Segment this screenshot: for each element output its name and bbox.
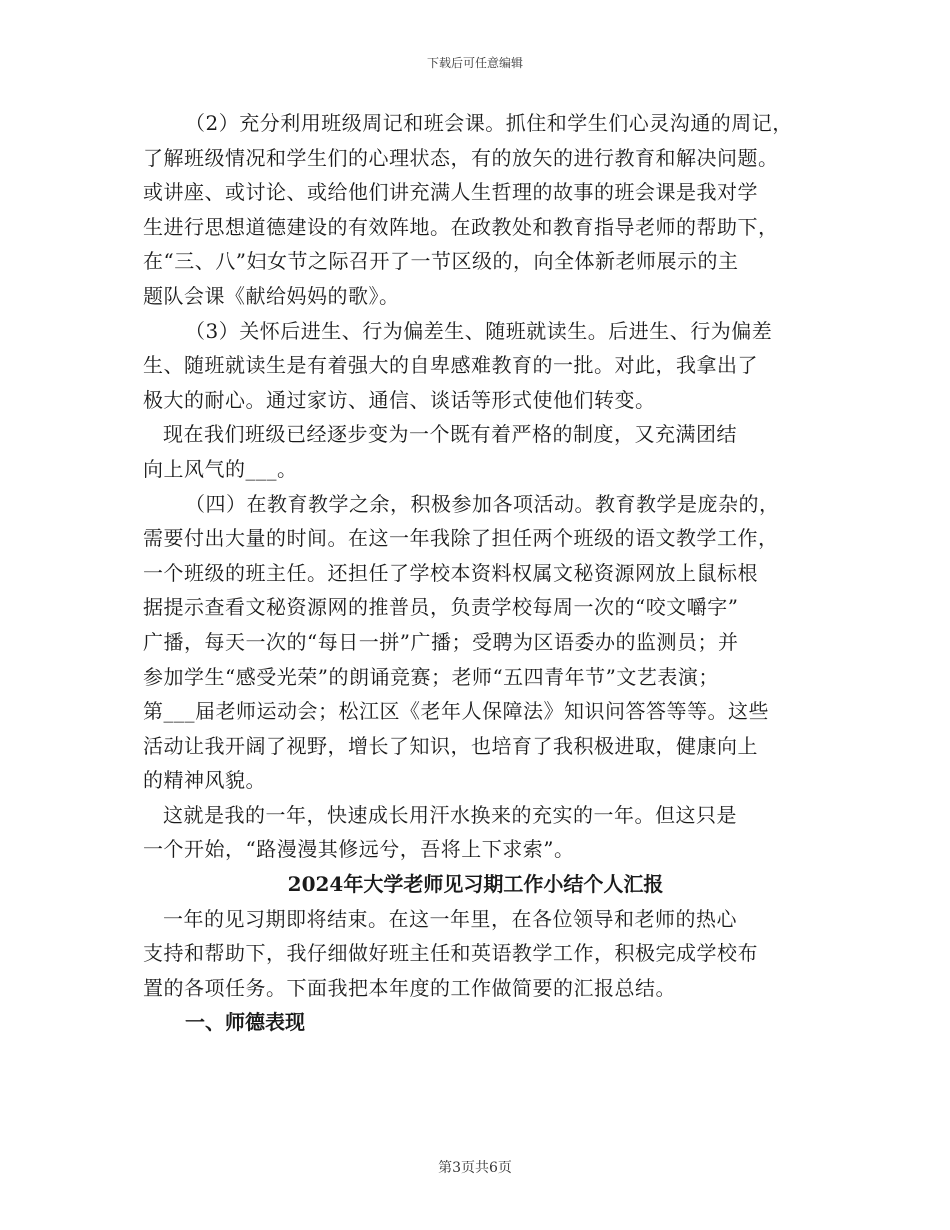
paragraph-line: （四）在教育教学之余，积极参加各项活动。教育教学是庞杂的， xyxy=(185,491,780,516)
paragraph-line: 生、随班就读生是有着强大的自卑感难教育的一批。对此，我拿出了 xyxy=(143,353,758,378)
paragraph-line: 支持和帮助下，我仔细做好班主任和英语教学工作，积极完成学校布 xyxy=(143,941,758,966)
paragraph-line: 现在我们班级已经逐步变为一个既有着严格的制度，又充满团结 xyxy=(163,422,737,447)
paragraph xyxy=(143,106,808,314)
paragraphs-container xyxy=(143,106,808,867)
paragraph-line: 广播，每天一次的“每日一拼”广播；受聘为区语委办的监测员；并 xyxy=(143,629,739,654)
paragraph xyxy=(143,487,808,798)
paragraph-line: 一个开始，“路漫漫其修远兮，吾将上下求索”。 xyxy=(143,837,575,862)
page-header: 下载后可任意编辑 xyxy=(426,56,523,70)
document-body xyxy=(143,106,808,1040)
paragraph-line: 或讲座、或讨论、或给他们讲充满人生哲理的故事的班会课是我对学 xyxy=(143,180,758,205)
paragraph-line: 在“三、八”妇女节之际召开了一节区级的，向全体新老师展示的主 xyxy=(143,249,739,274)
paragraph-line: 极大的耐心。通过家访、通信、谈话等形式使他们转变。 xyxy=(143,387,656,412)
paragraph-line: 活动让我开阔了视野，增长了知识，也培育了我积极进取，健康向上 xyxy=(143,733,758,758)
paragraph-line: 生进行思想道德建设的有效阵地。在政教处和教育指导老师的帮助下， xyxy=(143,214,779,239)
paragraph xyxy=(143,314,808,418)
page-footer: 第3页共6页 xyxy=(438,1160,512,1176)
paragraph-line: 第___届老师运动会；松江区《老年人保障法》知识问答答等等。这些 xyxy=(143,699,769,724)
paragraph-line: 了解班级情况和学生们的心理状态，有的放矢的进行教育和解决问题。 xyxy=(143,145,779,170)
section-heading: 一、师德表现 xyxy=(185,1010,305,1035)
paragraph-line: （2）充分利用班级周记和班会课。抓住和学生们心灵沟通的周记， xyxy=(185,111,793,135)
section-title: 2024年大学老师见习期工作小结个人汇报 xyxy=(287,872,664,897)
paragraph-line: 一个班级的班主任。还担任了学校本资料权属文秘资源网放上鼠标根 xyxy=(143,560,758,585)
paragraph-line: 这就是我的一年，快速成长用汗水换来的充实的一年。但这只是 xyxy=(163,802,737,827)
paragraph xyxy=(143,417,808,486)
paragraph-line: （3）关怀后进生、行为偏差生、随班就读生。后进生、行为偏差 xyxy=(185,318,773,343)
paragraph-line: 需要付出大量的时间。在这一年我除了担任两个班级的语文教学工作， xyxy=(143,526,779,551)
paragraph-line: 题队会课《献给妈妈的歌》。 xyxy=(143,283,400,308)
paragraph-line: 的精神风貌。 xyxy=(143,768,266,793)
paragraph-line: 向上风气的___。 xyxy=(143,456,298,481)
section-paragraph xyxy=(143,902,808,1006)
paragraph-line: 一年的见习期即将结束。在这一年里，在各位领导和老师的热心 xyxy=(163,906,737,931)
paragraph-line: 据提示查看文秘资源网的推普员，负责学校每周一次的“咬文嚼字” xyxy=(143,595,739,620)
paragraph xyxy=(143,798,808,867)
paragraph-line: 参加学生“感受光荣”的朗诵竞赛；老师“五四青年节”文艺表演； xyxy=(143,664,719,689)
paragraph-line: 置的各项任务。下面我把本年度的工作做简要的汇报总结。 xyxy=(143,975,676,1000)
